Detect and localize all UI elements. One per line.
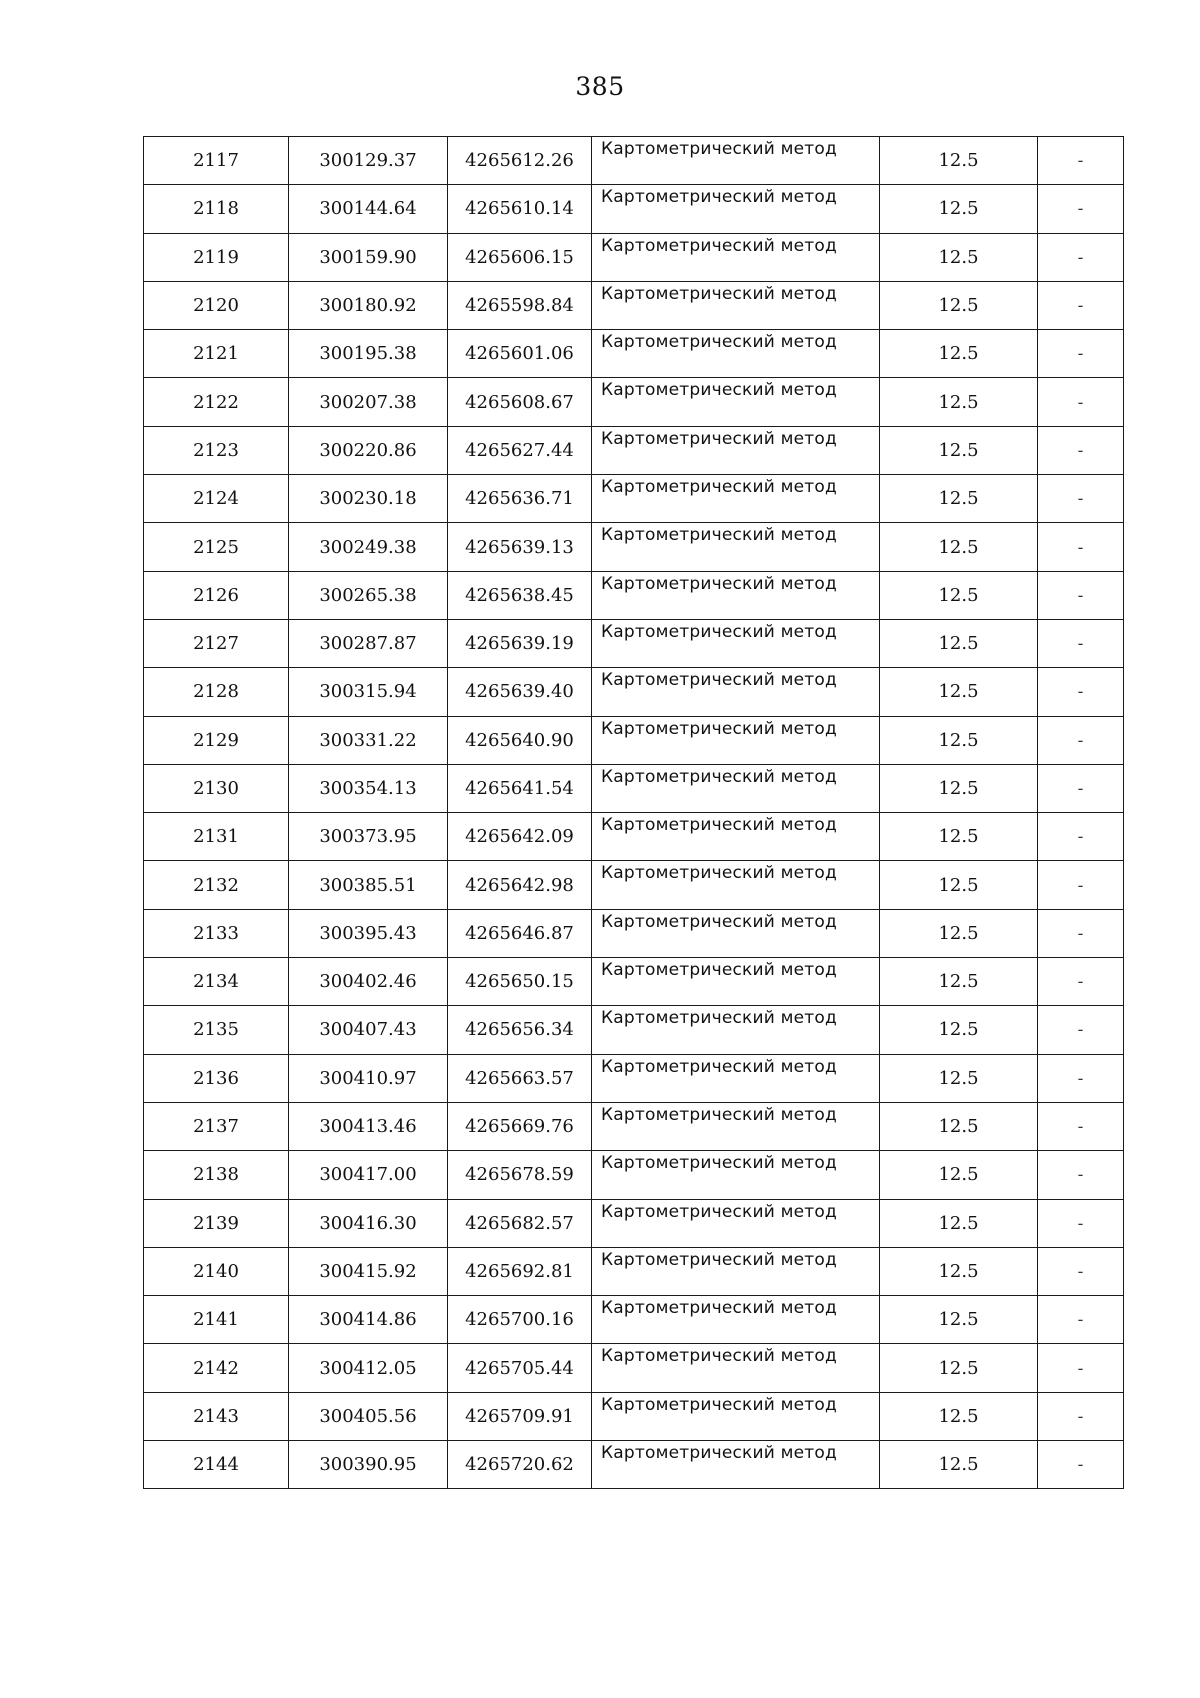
method-cell: Картометрический метод <box>592 1344 880 1392</box>
point-number-cell: 2131 <box>144 813 289 861</box>
table-row <box>144 330 1124 378</box>
accuracy-cell: 12.5 <box>880 137 1038 185</box>
x-coordinate-cell: 300315.94 <box>289 668 448 716</box>
description-cell: - <box>1038 475 1124 523</box>
y-coordinate-cell: 4265720.62 <box>448 1441 592 1489</box>
point-number-cell: 2134 <box>144 958 289 1006</box>
x-coordinate-cell: 300331.22 <box>289 716 448 764</box>
accuracy-cell: 12.5 <box>880 958 1038 1006</box>
point-number-cell: 2136 <box>144 1054 289 1102</box>
description-cell: - <box>1038 1344 1124 1392</box>
table-row <box>144 1006 1124 1054</box>
point-number-cell: 2133 <box>144 909 289 957</box>
table-row <box>144 233 1124 281</box>
x-coordinate-cell: 300144.64 <box>289 185 448 233</box>
x-coordinate-cell: 300412.05 <box>289 1344 448 1392</box>
point-number-cell: 2122 <box>144 378 289 426</box>
x-coordinate-cell: 300207.38 <box>289 378 448 426</box>
table-row <box>144 909 1124 957</box>
description-cell: - <box>1038 619 1124 667</box>
x-coordinate-cell: 300416.30 <box>289 1199 448 1247</box>
y-coordinate-cell: 4265656.34 <box>448 1006 592 1054</box>
x-coordinate-cell: 300354.13 <box>289 764 448 812</box>
description-cell: - <box>1038 281 1124 329</box>
description-cell: - <box>1038 426 1124 474</box>
description-cell: - <box>1038 1441 1124 1489</box>
y-coordinate-cell: 4265663.57 <box>448 1054 592 1102</box>
y-coordinate-cell: 4265606.15 <box>448 233 592 281</box>
description-cell: - <box>1038 1247 1124 1295</box>
accuracy-cell: 12.5 <box>880 426 1038 474</box>
point-number-cell: 2117 <box>144 137 289 185</box>
page-number: 385 <box>575 72 625 101</box>
method-cell: Картометрический метод <box>592 137 880 185</box>
point-number-cell: 2124 <box>144 475 289 523</box>
x-coordinate-cell: 300413.46 <box>289 1102 448 1150</box>
accuracy-cell: 12.5 <box>880 1199 1038 1247</box>
accuracy-cell: 12.5 <box>880 571 1038 619</box>
point-number-cell: 2126 <box>144 571 289 619</box>
method-cell: Картометрический метод <box>592 1296 880 1344</box>
method-cell: Картометрический метод <box>592 571 880 619</box>
x-coordinate-cell: 300390.95 <box>289 1441 448 1489</box>
description-cell: - <box>1038 716 1124 764</box>
x-coordinate-cell: 300195.38 <box>289 330 448 378</box>
x-coordinate-cell: 300417.00 <box>289 1151 448 1199</box>
description-cell: - <box>1038 330 1124 378</box>
table-row <box>144 764 1124 812</box>
x-coordinate-cell: 300415.92 <box>289 1247 448 1295</box>
description-cell: - <box>1038 1006 1124 1054</box>
x-coordinate-cell: 300249.38 <box>289 523 448 571</box>
method-cell: Картометрический метод <box>592 1054 880 1102</box>
method-cell: Картометрический метод <box>592 861 880 909</box>
method-cell: Картометрический метод <box>592 426 880 474</box>
table-row <box>144 619 1124 667</box>
table-row <box>144 716 1124 764</box>
method-cell: Картометрический метод <box>592 1102 880 1150</box>
x-coordinate-cell: 300385.51 <box>289 861 448 909</box>
method-cell: Картометрический метод <box>592 1392 880 1440</box>
description-cell: - <box>1038 185 1124 233</box>
accuracy-cell: 12.5 <box>880 281 1038 329</box>
method-cell: Картометрический метод <box>592 523 880 571</box>
y-coordinate-cell: 4265640.90 <box>448 716 592 764</box>
accuracy-cell: 12.5 <box>880 909 1038 957</box>
table-body <box>144 137 1124 1489</box>
point-number-cell: 2137 <box>144 1102 289 1150</box>
method-cell: Картометрический метод <box>592 716 880 764</box>
x-coordinate-cell: 300159.90 <box>289 233 448 281</box>
y-coordinate-cell: 4265639.19 <box>448 619 592 667</box>
table-row <box>144 1392 1124 1440</box>
y-coordinate-cell: 4265639.13 <box>448 523 592 571</box>
x-coordinate-cell: 300230.18 <box>289 475 448 523</box>
method-cell: Картометрический метод <box>592 909 880 957</box>
point-number-cell: 2139 <box>144 1199 289 1247</box>
point-number-cell: 2119 <box>144 233 289 281</box>
description-cell: - <box>1038 1296 1124 1344</box>
table-row <box>144 426 1124 474</box>
point-number-cell: 2127 <box>144 619 289 667</box>
y-coordinate-cell: 4265692.81 <box>448 1247 592 1295</box>
point-number-cell: 2120 <box>144 281 289 329</box>
accuracy-cell: 12.5 <box>880 861 1038 909</box>
y-coordinate-cell: 4265642.09 <box>448 813 592 861</box>
method-cell: Картометрический метод <box>592 281 880 329</box>
table-row <box>144 861 1124 909</box>
accuracy-cell: 12.5 <box>880 1054 1038 1102</box>
description-cell: - <box>1038 1151 1124 1199</box>
y-coordinate-cell: 4265709.91 <box>448 1392 592 1440</box>
method-cell: Картометрический метод <box>592 1199 880 1247</box>
method-cell: Картометрический метод <box>592 330 880 378</box>
accuracy-cell: 12.5 <box>880 764 1038 812</box>
table-row <box>144 137 1124 185</box>
accuracy-cell: 12.5 <box>880 1296 1038 1344</box>
description-cell: - <box>1038 813 1124 861</box>
description-cell: - <box>1038 909 1124 957</box>
accuracy-cell: 12.5 <box>880 619 1038 667</box>
table-row <box>144 281 1124 329</box>
table-row <box>144 1151 1124 1199</box>
description-cell: - <box>1038 958 1124 1006</box>
method-cell: Картометрический метод <box>592 813 880 861</box>
point-number-cell: 2141 <box>144 1296 289 1344</box>
y-coordinate-cell: 4265636.71 <box>448 475 592 523</box>
description-cell: - <box>1038 378 1124 426</box>
x-coordinate-cell: 300414.86 <box>289 1296 448 1344</box>
table-row <box>144 1054 1124 1102</box>
accuracy-cell: 12.5 <box>880 668 1038 716</box>
accuracy-cell: 12.5 <box>880 378 1038 426</box>
point-number-cell: 2138 <box>144 1151 289 1199</box>
point-number-cell: 2128 <box>144 668 289 716</box>
table-row <box>144 1199 1124 1247</box>
method-cell: Картометрический метод <box>592 764 880 812</box>
x-coordinate-cell: 300405.56 <box>289 1392 448 1440</box>
y-coordinate-cell: 4265598.84 <box>448 281 592 329</box>
y-coordinate-cell: 4265639.40 <box>448 668 592 716</box>
y-coordinate-cell: 4265641.54 <box>448 764 592 812</box>
method-cell: Картометрический метод <box>592 1441 880 1489</box>
table-row <box>144 523 1124 571</box>
accuracy-cell: 12.5 <box>880 1441 1038 1489</box>
x-coordinate-cell: 300407.43 <box>289 1006 448 1054</box>
description-cell: - <box>1038 1054 1124 1102</box>
x-coordinate-cell: 300287.87 <box>289 619 448 667</box>
accuracy-cell: 12.5 <box>880 1247 1038 1295</box>
method-cell: Картометрический метод <box>592 1006 880 1054</box>
table-row <box>144 1344 1124 1392</box>
method-cell: Картометрический метод <box>592 233 880 281</box>
y-coordinate-cell: 4265612.26 <box>448 137 592 185</box>
method-cell: Картометрический метод <box>592 1151 880 1199</box>
x-coordinate-cell: 300395.43 <box>289 909 448 957</box>
method-cell: Картометрический метод <box>592 958 880 1006</box>
point-number-cell: 2125 <box>144 523 289 571</box>
table-row <box>144 1441 1124 1489</box>
point-number-cell: 2129 <box>144 716 289 764</box>
point-number-cell: 2121 <box>144 330 289 378</box>
description-cell: - <box>1038 1199 1124 1247</box>
point-number-cell: 2143 <box>144 1392 289 1440</box>
description-cell: - <box>1038 1102 1124 1150</box>
method-cell: Картометрический метод <box>592 1247 880 1295</box>
table-row <box>144 1102 1124 1150</box>
accuracy-cell: 12.5 <box>880 1392 1038 1440</box>
description-cell: - <box>1038 137 1124 185</box>
method-cell: Картометрический метод <box>592 185 880 233</box>
point-number-cell: 2135 <box>144 1006 289 1054</box>
accuracy-cell: 12.5 <box>880 1344 1038 1392</box>
accuracy-cell: 12.5 <box>880 185 1038 233</box>
y-coordinate-cell: 4265608.67 <box>448 378 592 426</box>
description-cell: - <box>1038 523 1124 571</box>
point-number-cell: 2140 <box>144 1247 289 1295</box>
point-number-cell: 2130 <box>144 764 289 812</box>
description-cell: - <box>1038 668 1124 716</box>
point-number-cell: 2118 <box>144 185 289 233</box>
table-row <box>144 1296 1124 1344</box>
accuracy-cell: 12.5 <box>880 233 1038 281</box>
y-coordinate-cell: 4265678.59 <box>448 1151 592 1199</box>
x-coordinate-cell: 300410.97 <box>289 1054 448 1102</box>
method-cell: Картометрический метод <box>592 668 880 716</box>
accuracy-cell: 12.5 <box>880 716 1038 764</box>
y-coordinate-cell: 4265650.15 <box>448 958 592 1006</box>
y-coordinate-cell: 4265642.98 <box>448 861 592 909</box>
x-coordinate-cell: 300265.38 <box>289 571 448 619</box>
point-number-cell: 2142 <box>144 1344 289 1392</box>
coordinates-table <box>143 136 1124 1489</box>
table-row <box>144 571 1124 619</box>
y-coordinate-cell: 4265669.76 <box>448 1102 592 1150</box>
accuracy-cell: 12.5 <box>880 1102 1038 1150</box>
point-number-cell: 2132 <box>144 861 289 909</box>
method-cell: Картометрический метод <box>592 378 880 426</box>
x-coordinate-cell: 300220.86 <box>289 426 448 474</box>
description-cell: - <box>1038 233 1124 281</box>
accuracy-cell: 12.5 <box>880 523 1038 571</box>
y-coordinate-cell: 4265705.44 <box>448 1344 592 1392</box>
point-number-cell: 2123 <box>144 426 289 474</box>
description-cell: - <box>1038 861 1124 909</box>
table-row <box>144 813 1124 861</box>
accuracy-cell: 12.5 <box>880 475 1038 523</box>
description-cell: - <box>1038 764 1124 812</box>
x-coordinate-cell: 300402.46 <box>289 958 448 1006</box>
table-row <box>144 185 1124 233</box>
y-coordinate-cell: 4265627.44 <box>448 426 592 474</box>
x-coordinate-cell: 300129.37 <box>289 137 448 185</box>
table-row <box>144 958 1124 1006</box>
y-coordinate-cell: 4265638.45 <box>448 571 592 619</box>
y-coordinate-cell: 4265682.57 <box>448 1199 592 1247</box>
description-cell: - <box>1038 1392 1124 1440</box>
table-row <box>144 378 1124 426</box>
table-row <box>144 1247 1124 1295</box>
point-number-cell: 2144 <box>144 1441 289 1489</box>
x-coordinate-cell: 300180.92 <box>289 281 448 329</box>
table-row <box>144 668 1124 716</box>
accuracy-cell: 12.5 <box>880 813 1038 861</box>
description-cell: - <box>1038 571 1124 619</box>
x-coordinate-cell: 300373.95 <box>289 813 448 861</box>
accuracy-cell: 12.5 <box>880 1006 1038 1054</box>
accuracy-cell: 12.5 <box>880 1151 1038 1199</box>
y-coordinate-cell: 4265610.14 <box>448 185 592 233</box>
method-cell: Картометрический метод <box>592 475 880 523</box>
y-coordinate-cell: 4265700.16 <box>448 1296 592 1344</box>
y-coordinate-cell: 4265601.06 <box>448 330 592 378</box>
accuracy-cell: 12.5 <box>880 330 1038 378</box>
y-coordinate-cell: 4265646.87 <box>448 909 592 957</box>
table-row <box>144 475 1124 523</box>
method-cell: Картометрический метод <box>592 619 880 667</box>
